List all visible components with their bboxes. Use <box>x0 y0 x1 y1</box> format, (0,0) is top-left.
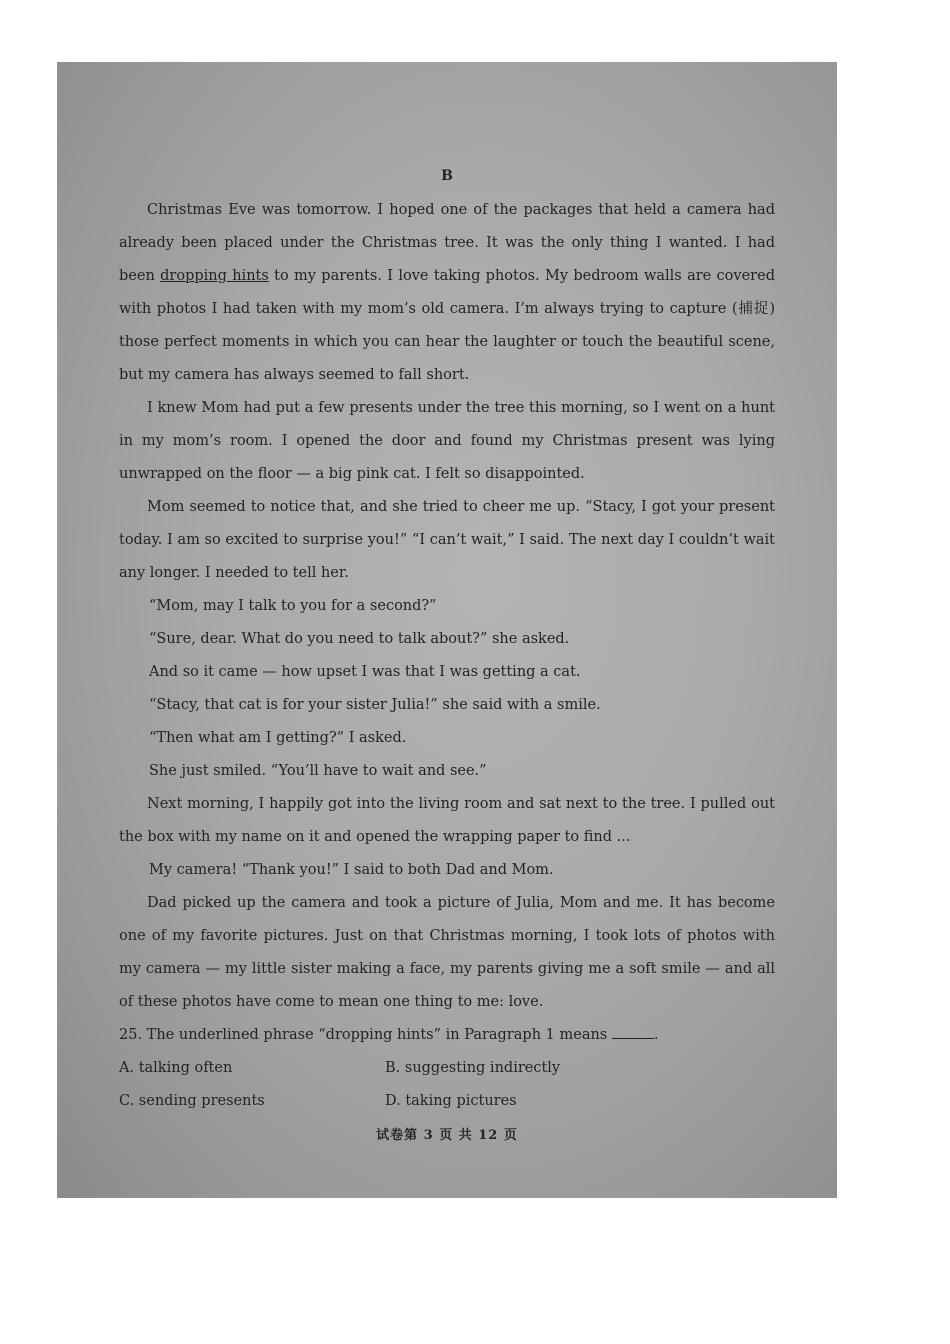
dialogue-line-4: “Stacy, that cat is for your sister Julia!” she said with a smile. <box>149 697 601 713</box>
paragraph-last: Dad picked up the camera and took a picture of Julia, Mom and me. It has become one of my favorite pictures. Just on that Christmas morning, I took lots of photos with my camera — my little sister making a face, my parents giving me a soft smile — and all of these photos have come to mean one thing to me: love. <box>119 895 775 1010</box>
scanned-page <box>57 62 837 1198</box>
dialogue-line-1: “Mom, may I talk to you for a second?” <box>149 598 437 614</box>
paragraph-1-after: to my parents. I love taking photos. My bedroom walls are covered with photos I had taken with my mom’s old camera. I’m always trying to capture (捕捉) those perfect moments in which you can hear the laughter or touch the beautiful scene, but my camera has always seemed to fall short. <box>119 268 775 383</box>
option-letter: B. <box>385 1060 401 1076</box>
question-stem: The underlined phrase “dropping hints” in Paragraph 1 means <box>146 1027 608 1043</box>
option-c[interactable] <box>119 1085 385 1118</box>
option-letter: C. <box>119 1093 135 1109</box>
option-d[interactable] <box>385 1085 775 1118</box>
dialogue-line-2: “Sure, dear. What do you need to talk about?” she asked. <box>149 631 570 647</box>
answer-blank[interactable] <box>612 1024 654 1039</box>
option-letter: A. <box>119 1060 135 1076</box>
dialogue-line-8: My camera! “Thank you!” I said to both Dad and Mom. <box>149 862 554 878</box>
dialogue-line-6: She just smiled. “You’ll have to wait and see.” <box>149 763 487 779</box>
paragraph-3: Mom seemed to notice that, and she tried to cheer me up. “Stacy, I got your present today. I am so excited to surprise you!” “I can’t wait,” I said. The next day I couldn’t wait any longer. I needed to tell her. <box>119 499 775 581</box>
paragraph-1-before: Christmas Eve was tomorrow. I hoped one of the packages that held a camera had already been placed under the Christmas tree. It was the only thing I wanted. I had been <box>119 202 775 284</box>
exam-page-content <box>119 168 775 1143</box>
underlined-phrase: dropping hints <box>160 268 269 284</box>
option-letter: D. <box>385 1093 401 1109</box>
option-text: sending presents <box>138 1093 265 1109</box>
section-label: B <box>441 168 453 184</box>
paragraph-next-morning: Next morning, I happily got into the living room and sat next to the tree. I pulled out the box with my name on it and opened the wrapping paper to find ... <box>119 796 775 845</box>
dialogue-line-3: And so it came — how upset I was that I was getting a cat. <box>149 664 581 680</box>
answer-options <box>119 1052 775 1118</box>
option-b[interactable] <box>385 1052 775 1085</box>
option-text: talking often <box>138 1060 233 1076</box>
dialogue-line-5: “Then what am I getting?” I asked. <box>149 730 407 746</box>
option-text: suggesting indirectly <box>404 1060 561 1076</box>
question-end: . <box>653 1027 659 1043</box>
page-footer: 试卷第 3 页 共 12 页 <box>376 1128 518 1143</box>
paragraph-1 <box>119 194 775 392</box>
option-a[interactable] <box>119 1052 385 1085</box>
question-number: 25. <box>119 1027 143 1043</box>
question-25 <box>119 1019 775 1052</box>
paragraph-2: I knew Mom had put a few presents under the tree this morning, so I went on a hunt in my mom’s room. I opened the door and found my Christmas present was lying unwrapped on the floor — a big pink cat. I felt so disappointed. <box>119 400 775 482</box>
option-text: taking pictures <box>405 1093 517 1109</box>
